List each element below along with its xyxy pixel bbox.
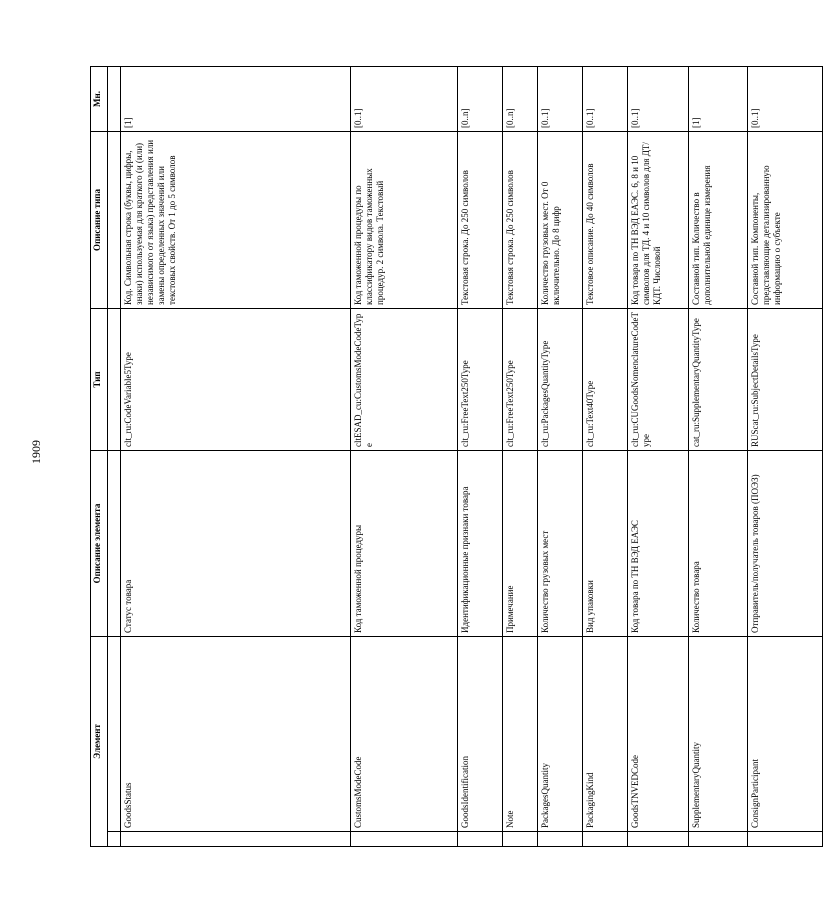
- row-spacer-cell: [583, 832, 628, 847]
- cell-type: clt_ru:CUGoodsNomenclatureCodeType: [628, 308, 689, 450]
- cell-type: clt_ru:PackagesQuantityType: [538, 308, 583, 450]
- cell-description: Количество грузовых мест: [538, 450, 583, 636]
- cell-element: GoodsIdentification: [458, 636, 503, 831]
- cell-description: Примечание: [503, 450, 538, 636]
- page-number: 1909: [29, 440, 43, 464]
- cell-element: SupplementaryQuantity: [689, 636, 748, 831]
- table-row: [583, 66, 628, 846]
- elements-table: [90, 66, 823, 847]
- table-row: [458, 66, 503, 846]
- cell-type-description: Составной тип. Количество в дополнительной единице измерения: [689, 131, 748, 308]
- cell-type: clt_ru:FreeText250Type: [503, 308, 538, 450]
- row-spacer-cell: [458, 832, 503, 847]
- cell-element: ConsignParticipant: [748, 636, 823, 831]
- subheader-cell: [108, 131, 121, 308]
- cell-type: clt_ru:CodeVariable5Type: [121, 308, 351, 450]
- row-spacer-cell: [538, 832, 583, 847]
- cell-multiplicity: [0..n]: [503, 66, 538, 131]
- header-type-description: Описание типа: [91, 131, 108, 308]
- cell-multiplicity: [1]: [121, 66, 351, 131]
- table-row: [628, 66, 689, 846]
- cell-multiplicity: [0..n]: [458, 66, 503, 131]
- cell-description: Статус товара: [121, 450, 351, 636]
- row-spacer-cell: [121, 832, 351, 847]
- table-header-row: [91, 66, 108, 846]
- row-spacer-cell: [748, 832, 823, 847]
- cell-type-description: Количество грузовых мест. От 0 включительно. До 8 цифр: [538, 131, 583, 308]
- document-page: [90, 67, 782, 847]
- row-spacer-cell: [689, 832, 748, 847]
- cell-type: cltESAD_cu:CustomsModeCodeType: [351, 308, 458, 450]
- cell-type-description: Составной тип. Компоненты, представляющие детализированную информацию о субъекте: [748, 131, 823, 308]
- header-type: Тип: [91, 308, 108, 450]
- row-spacer-cell: [628, 832, 689, 847]
- header-multiplicity: Мн.: [91, 66, 108, 131]
- subheader-cell: [108, 66, 121, 131]
- cell-element: GoodsStatus: [121, 636, 351, 831]
- cell-element: Note: [503, 636, 538, 831]
- cell-description: Вид упаковки: [583, 450, 628, 636]
- table-row: [121, 66, 351, 846]
- cell-description: Отправитель/получатель товаров (ПОЭЗ): [748, 450, 823, 636]
- cell-element: PackagesQuantity: [538, 636, 583, 831]
- table-row: [689, 66, 748, 846]
- cell-multiplicity: [0..1]: [628, 66, 689, 131]
- cell-description: Код товара по ТН ВЭД ЕАЭС: [628, 450, 689, 636]
- subheader-cell: [108, 832, 121, 847]
- subheader-cell: [108, 636, 121, 831]
- header-element: Элемент: [91, 636, 108, 846]
- cell-description: Идентификационные признаки товара: [458, 450, 503, 636]
- cell-multiplicity: [1]: [689, 66, 748, 131]
- cell-description: Код таможенной процедуры: [351, 450, 458, 636]
- row-spacer-cell: [503, 832, 538, 847]
- cell-type-description: Код таможенной процедуры по классификатору видов таможенных процедур. 2 символа. Текстовый: [351, 131, 458, 308]
- table-row: [538, 66, 583, 846]
- table-subheader-row: [108, 66, 121, 846]
- row-spacer-cell: [351, 832, 458, 847]
- cell-type-description: Текстовое описание. До 40 символов: [583, 131, 628, 308]
- rotated-table-container: [90, 67, 782, 847]
- cell-type-description: Код. Символьная строка (буквы, цифры, знаки) используемая для краткого (и (или) независимого от языка) представления или замены определенных значений или текстовых свойств. От 1 до 5 символов: [121, 131, 351, 308]
- cell-type-description: Текстовая строка. До 250 символов: [458, 131, 503, 308]
- cell-multiplicity: [0..1]: [748, 66, 823, 131]
- subheader-cell: [108, 450, 121, 636]
- cell-element: PackagingKind: [583, 636, 628, 831]
- cell-description: Количество товара: [689, 450, 748, 636]
- cell-multiplicity: [0..1]: [538, 66, 583, 131]
- table-row: [503, 66, 538, 846]
- cell-type: clt_ru:Text40Type: [583, 308, 628, 450]
- cell-type: cat_ru:SupplementaryQuantityType: [689, 308, 748, 450]
- subheader-cell: [108, 308, 121, 450]
- cell-type: clt_ru:FreeText250Type: [458, 308, 503, 450]
- cell-type-description: Текстовая строка. До 250 символов: [503, 131, 538, 308]
- cell-multiplicity: [0..1]: [583, 66, 628, 131]
- header-description: Описание элемента: [91, 450, 108, 636]
- cell-type: RUScat_ru:SubjectDetailsType: [748, 308, 823, 450]
- cell-element: CustomsModeCode: [351, 636, 458, 831]
- cell-type-description: Код товара по ТН ВЭД ЕАЭС. 6, 8 и 10 символов для ТД. 4 и 10 символов для ДТ/КДТ. Числовой: [628, 131, 689, 308]
- cell-multiplicity: [0..1]: [351, 66, 458, 131]
- cell-element: GoodsTNVEDCode: [628, 636, 689, 831]
- table-row: [351, 66, 458, 846]
- table-row: [748, 66, 823, 846]
